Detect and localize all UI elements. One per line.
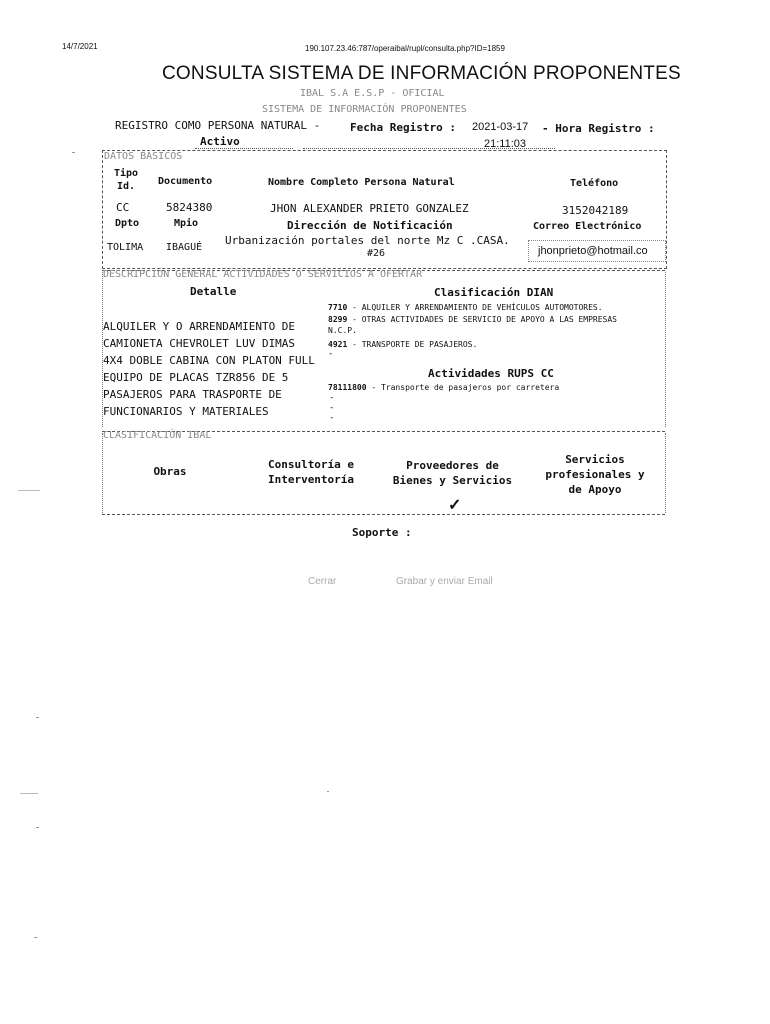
page-title: CONSULTA SISTEMA DE INFORMACIÓN PROPONENTES	[162, 63, 681, 84]
header-dpto: Dpto	[115, 218, 140, 229]
hora-value: 21:11:03	[484, 138, 527, 150]
clasificacion-servicios: Servicios profesionales y de Apoyo	[545, 453, 645, 496]
header-telefono: Teléfono	[570, 178, 619, 189]
grabar-enviar-button[interactable]: Grabar y enviar Email	[396, 576, 493, 587]
dian-desc: - TRANSPORTE DE PASAJEROS.	[347, 340, 478, 349]
dian-item	[328, 339, 628, 350]
fecha-label: Fecha Registro :	[350, 121, 456, 134]
header-direccion: Dirección de Notificación	[287, 219, 453, 232]
header-mpio: Mpio	[174, 218, 199, 229]
detalle-text: ALQUILER Y O ARRENDAMIENTO DE CAMIONETA CHEVROLET LUV DIMAS 4X4 DOBLE CABINA CON PLATON FULL EQUIPO DE PLACAS TZR856 DE 5 PASAJEROS PARA TRASPORTE DE FUNCIONARIOS Y MATERIALES	[103, 320, 315, 418]
value-correo: jhonprieto@hotmail.co	[538, 245, 648, 257]
value-documento: 5824380	[166, 201, 213, 214]
print-date: 14/7/2021	[62, 42, 98, 51]
value-direccion-line2: #26	[367, 248, 386, 259]
registro-estado: Activo	[200, 135, 240, 148]
value-telefono: 3152042189	[562, 204, 629, 217]
dian-desc: - OTRAS ACTIVIDADES DE SERVICIO DE APOYO A LAS EMPRESAS N.C.P.	[328, 315, 617, 335]
rups-desc: - Transporte de pasajeros por carretera	[366, 383, 560, 392]
dian-item	[328, 302, 658, 313]
dian-label: Clasificación DIAN	[434, 286, 554, 299]
value-mpio: IBAGUÉ	[166, 242, 203, 253]
rups-label: Actividades RUPS CC	[428, 367, 554, 380]
header-documento: Documento	[158, 176, 213, 187]
dian-code: 8299	[328, 315, 348, 324]
dian-code: 4921	[328, 340, 348, 349]
registro-tipo: REGISTRO COMO PERSONA NATURAL -	[115, 119, 321, 132]
org-name: IBAL S.A E.S.P - OFICIAL	[300, 88, 445, 99]
value-nombre: JHON ALEXANDER PRIETO GONZALEZ	[270, 202, 469, 215]
actividades-label: DESCRIPCIÓN GENERAL ACTIVIDADES O SERVICIOS A OFERTAR	[103, 269, 423, 280]
print-url: 190.107.23.46:787/operaibal/rupl/consulta.php?ID=1859	[305, 44, 505, 53]
datos-basicos-label: DATOS BÁSICOS	[104, 151, 183, 162]
fecha-value: 2021-03-17	[472, 121, 529, 133]
clasificacion-obras: Obras	[153, 465, 187, 478]
header-nombre: Nombre Completo Persona Natural	[268, 177, 455, 188]
clasificacion-consultoria: Consultoría e Interventoría	[267, 458, 355, 486]
rups-item	[328, 382, 658, 393]
proveedores-check-icon: ✓	[448, 497, 462, 514]
value-dpto: TOLIMA	[107, 242, 144, 253]
header-correo: Correo Electrónico	[533, 221, 642, 232]
soporte-label: Soporte :	[352, 526, 412, 539]
value-direccion-line1: Urbanización portales del norte Mz C .CASA.	[225, 234, 510, 247]
dian-item	[328, 314, 628, 336]
value-tipo-id: CC	[116, 201, 130, 214]
clasificacion-label: CLASIFICACIÓN IBAL	[103, 430, 212, 441]
rups-code: 78111800	[328, 383, 367, 392]
header-tipo-id: Tipo Id.	[113, 168, 139, 192]
org-system: SISTEMA DE INFORMACIÓN PROPONENTES	[262, 104, 467, 115]
dian-code: 7710	[328, 303, 348, 312]
cerrar-button[interactable]: Cerrar	[308, 576, 337, 587]
dian-desc: - ALQUILER Y ARRENDAMIENTO DE VEHÍCULOS AUTOMOTORES.	[347, 303, 603, 312]
hora-label: - Hora Registro :	[542, 122, 655, 135]
detalle-label: Detalle	[190, 285, 237, 298]
clasificacion-proveedores: Proveedores de Bienes y Servicios	[392, 459, 513, 487]
